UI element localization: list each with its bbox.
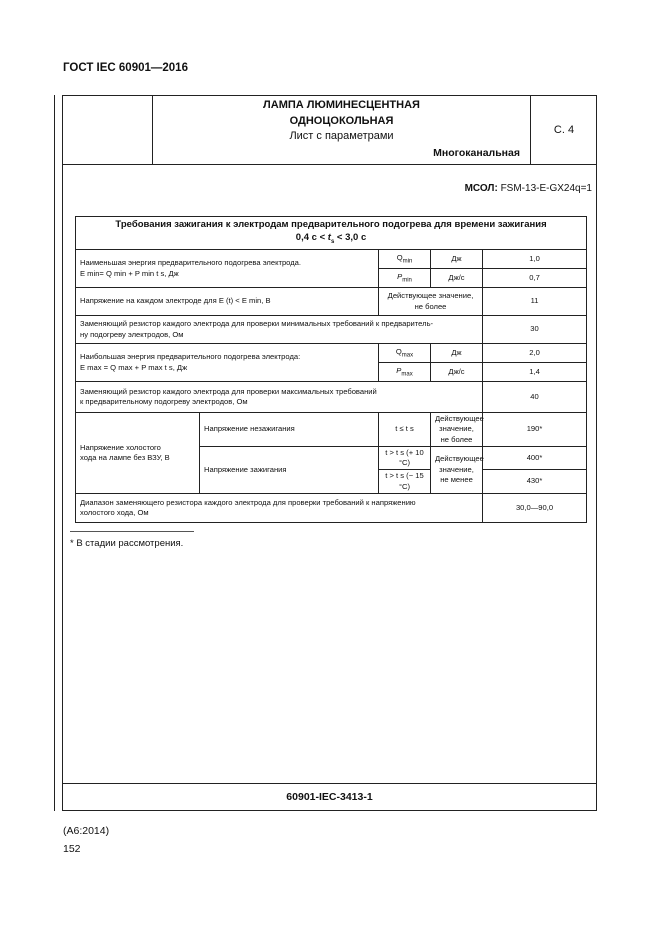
row4-value-a: 2,0 [483,344,587,363]
footnote: * В стадии рассмотрения. [70,538,184,549]
msol-designation [420,183,592,194]
msol-value: FSM-13-E-GX24q=1 [500,183,592,194]
row2-condition: Действующее значение, не более [379,288,483,316]
row6-ignition-value-a: 400* [483,446,587,470]
edition-note: (A6:2014) [63,825,110,837]
title-line-1: ЛАМПА ЛЮМИНЕСЦЕНТНАЯ [263,99,420,111]
row3-description: Заменяющий резистор каждого электрода для проверки минимальных требований к предваритель- ну подогреву электродов, Ом [76,316,483,344]
row6-no-ignition-condition: t ≤ t s [379,413,431,447]
row1-param-b: $P_{min}$ [379,269,431,288]
row4-unit-b: Дж/с [431,363,483,382]
left-margin-line [54,95,55,811]
row7-value: 30,0—90,0 [483,493,587,522]
ignition-requirements-table [75,216,587,523]
page-code: С. 4 [553,124,575,136]
row2-value: 11 [483,288,587,316]
row6-ignition-label: Напряжение зажигания [200,446,379,493]
row3-value: 30 [483,316,587,344]
row4-param-b: $P_{max}$ [379,363,431,382]
row5-description: Заменяющий резистор каждого электрода для проверки максимальных требований к предварительному подогреву электродов, Ом [76,382,483,413]
bottom-divider [62,783,597,784]
table-row [76,250,587,269]
msol-label: МСОЛ: [464,183,498,194]
row4-description: Наибольшая энергия предварительного подогрева электрода: E max = Q max + P max t s, Дж [76,344,379,382]
row6-no-ignition-label: Напряжение незажигания [200,413,379,447]
sheet-code: 60901-IEC-3413-1 [286,791,373,803]
row6-ignition-value-b: 430* [483,470,587,494]
standard-header: ГОСТ IEC 60901—2016 [63,62,188,74]
subtitle: Лист с параметрами [289,130,394,142]
row1-unit-a: Дж [431,250,483,269]
row1-value-b: 0,7 [483,269,587,288]
table-row [76,493,587,522]
row7-description: Диапазон заменяющего резистора каждого электрода для проверки требований к напряжению холостого хода, Ом [76,493,483,522]
footnote-rule [70,531,194,532]
row1-unit-b: Дж/с [431,269,483,288]
row4-unit-a: Дж [431,344,483,363]
row5-value: 40 [483,382,587,413]
table-row [76,344,587,363]
row6-ignition-condition-a: t > t s (+ 10 °C) [379,446,431,470]
title-left-cell [62,95,153,165]
table-row [76,316,587,344]
row6-description: Напряжение холостого хода на лампе без ВЗУ, В [76,413,200,494]
table-header-row [76,217,587,250]
row2-description: Напряжение на каждом электроде для E (t) < E min, В [76,288,379,316]
row6-no-ignition-value: 190* [483,413,587,447]
table-header-line-1: Требования зажигания к электродам предварительного подогрева для времени зажигания [115,219,547,231]
row4-value-b: 1,4 [483,363,587,382]
table-row [76,288,587,316]
row1-param-a: $Q_{min}$ [379,250,431,269]
table-header-line-2: 0,4 $с < t_s < 3,0$ с [295,231,367,245]
row1-description: Наименьшая энергия предварительного подогрева электрода. E min= Q min + P min t s, Дж [76,250,379,288]
title-line-2: ОДНОЦОКОЛЬНАЯ [289,115,394,127]
row6-no-ignition-limit: Действующее значение, не более [431,413,483,447]
page-number: 152 [63,843,81,855]
table-header [76,217,587,250]
row6-ignition-condition-b: t > t s (− 15 °C) [379,470,431,494]
row1-value-a: 1,0 [483,250,587,269]
table-row [76,382,587,413]
row6-ignition-limit: Действующее значение, не менее [431,446,483,493]
table-row [76,413,587,447]
lamp-type: Многоканальная [433,147,520,159]
row4-param-a: $Q_{max}$ [379,344,431,363]
